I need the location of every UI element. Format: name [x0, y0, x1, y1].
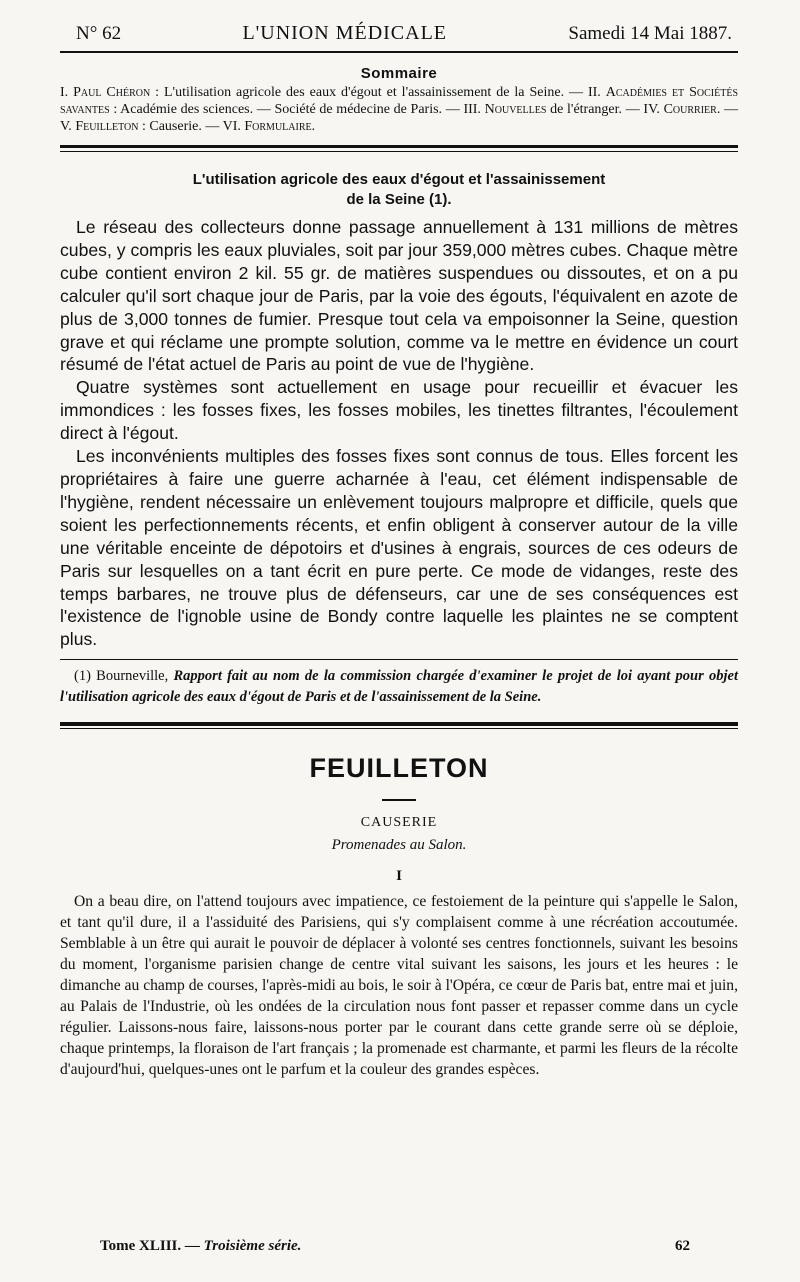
running-head	[60, 18, 738, 53]
footnote	[60, 666, 738, 708]
sommaire-item-3-head: Nouvelles	[484, 102, 547, 117]
sommaire-item-4-num: IV.	[643, 102, 660, 117]
sommaire-item-2-head: Académies et Sociétés savantes	[60, 85, 739, 117]
feuilleton-title: FEUILLETON	[309, 753, 489, 784]
sommaire-item-1-text: : L'utilisation agricole des eaux d'égout et l'assainissement de la Seine. —	[150, 85, 588, 100]
feuilleton-text: On a beau dire, on l'attend toujours avec impatience, ce festoiement de la peinture qui s'appelle le Salon, et tant qu'il dure, il a l'assiduité des Parisiens, qui s'y complaisent comme à une récréation accoutumée. Semblable à un être qui aurait le pouvoir de déplacer à volonté ses centres fonctionnels, suivant les besoins du moment, l'organisme parisien change de centre vital suivant les saisons, les jours et les heures : le dimanche au champ de courses, l'après-midi au bois, le soir à l'Opéra, ce cœur de Paris bat, entre mai et juin, au Palais de l'Industrie, où les ondées de la circulation nous font passer et repasser comme dans un cycle régulier. Laissons-nous faire, laissons-nous porter par le courant dans cette grande serre où se déploie, chaque printemps, la floraison de l'art français ; la promenade est charmante, et parmi les fleurs de la récolte d'aujourd'hui, quelques-unes ont le parfum et la couleur des grandes espèces.	[60, 893, 738, 1079]
sommaire-item-6-text: .	[311, 119, 316, 134]
issue-date: Samedi 14 Mai 1887.	[568, 23, 732, 44]
section-number: I	[396, 868, 402, 885]
sommaire-item-5-head: Feuilleton	[75, 119, 139, 134]
article-title-line-2: de la Seine (1).	[346, 191, 452, 208]
sommaire-item-1-author: Paul Chéron	[73, 85, 151, 100]
sommaire-contents	[60, 84, 738, 135]
sommaire-item-4-text: . —	[716, 102, 739, 117]
page-footer	[100, 1238, 690, 1255]
feuilleton-subtitle: CAUSERIE	[360, 815, 438, 831]
sommaire-item-3-num: III.	[463, 102, 481, 117]
article-title-line-1: L'utilisation agricole des eaux d'égout et l'assainissement	[192, 171, 606, 188]
sommaire-item-5-text: : Causerie. —	[138, 119, 223, 134]
article-paragraph: Les inconvénients multiples des fosses fixes sont connus de tous. Elles forcent les propriétaires à faire une guerre acharnée à l'eau, cet élément indispensable de l'hygiène, rendent nécessaire un enlèvement toujours malpropre et difficile, quels que soient les perfectionnements récents, et enfin obligent à conserver autour de la ville une véritable enceinte de dépotoirs et d'usines à engrais, sources de ces odeurs de Paris sur lesquelles on a tant écrit en pure perte. Ce mode de vidanges, reste des temps barbares, ne trouve plus de défenseurs, car une de ses conséquences est l'existence de l'ignoble usine de Bondy contre laquelle les plaintes ne se comptent plus.	[60, 446, 738, 650]
footer-volume: Tome XLIII. — Troisième série.	[100, 1238, 302, 1254]
footnote-text: Rapport fait au nom de la commission chargée d'examiner le projet de loi ayant pour objet l'utilisation agricole des eaux d'égout de Paris et de l'assainissement de la Seine.	[60, 668, 738, 706]
sommaire-item-3-text: de l'étranger. —	[546, 102, 644, 117]
article-paragraph: Le réseau des collecteurs donne passage annuellement à 131 millions de mètres cubes, y compris les eaux pluviales, soit par jour 359,000 mètres cubes. Chaque mètre cube contient environ 2 kil. 55 gr. de matières suspendues ou dissoutes, et on a pu calculer qu'il sort chaque jour de Paris, par la voie des égouts, l'équivalent en azote de plus de 3,000 tonnes de fumier. Presque tout cela va empoisonner la Seine, question grave et qui réclame une prompte solution, comme va le mettre en évidence un court résumé de l'état actuel de Paris au point de vue de l'hygiène.	[60, 217, 738, 375]
journal-title: L'UNION MÉDICALE	[242, 22, 448, 44]
sommaire-item-1-num: I.	[60, 85, 69, 100]
sommaire-item-6-num: VI.	[222, 119, 241, 134]
footnote-marker: (1) Bourneville,	[74, 668, 169, 685]
ornament-dash	[60, 792, 738, 801]
sommaire-item-2-num: II.	[587, 85, 601, 100]
sommaire-item-5-num: V.	[60, 119, 72, 134]
issue-number: N° 62	[76, 23, 122, 44]
page-number: 62	[675, 1238, 690, 1254]
sommaire-item-2-text: : Académie des sciences. — Société de médecine de Paris. —	[109, 102, 464, 117]
sommaire-item-4-head: Courrier	[663, 102, 717, 117]
article-title	[60, 170, 738, 210]
footnote-divider	[60, 659, 738, 660]
sommaire-item-6-head: Formulaire	[244, 119, 312, 134]
article-body	[60, 216, 738, 651]
feuilleton-divider	[60, 722, 738, 729]
feuilleton-heading: Promenades au Salon.	[331, 837, 467, 854]
article-paragraph: Quatre systèmes sont actuellement en usage pour recueillir et évacuer les immondices : les fosses fixes, les fosses mobiles, les tinettes filtrantes, l'écoulement direct à l'égout.	[60, 377, 738, 444]
sommaire-title: Sommaire	[360, 65, 438, 82]
section-divider	[60, 145, 738, 152]
